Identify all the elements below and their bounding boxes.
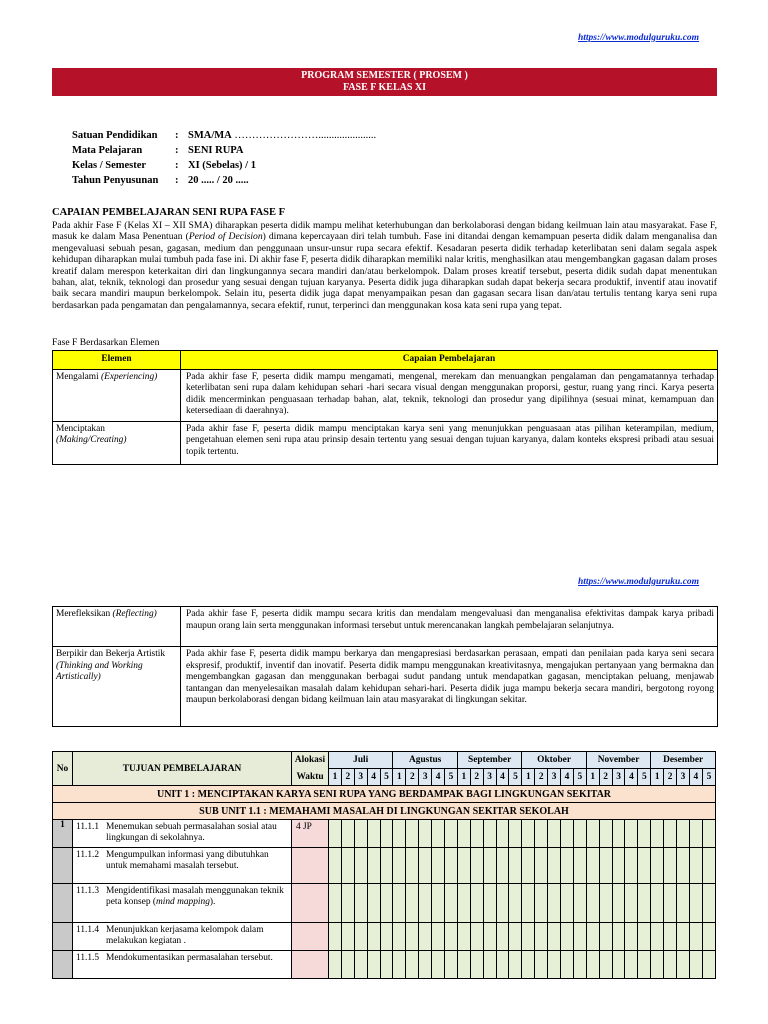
week-number: 1 xyxy=(651,769,664,786)
month-header: Oktober xyxy=(522,752,586,769)
week-cell[interactable] xyxy=(457,848,470,884)
week-cell[interactable] xyxy=(689,951,702,979)
week-cell[interactable] xyxy=(625,820,638,848)
week-number: 1 xyxy=(329,769,342,786)
row-number xyxy=(53,884,73,923)
week-cell[interactable] xyxy=(496,884,509,923)
week-cell[interactable] xyxy=(470,848,483,884)
tujuan-cell xyxy=(73,923,292,951)
tujuan-code: 11.1.2 xyxy=(76,850,100,860)
identity-label: Satuan Pendidikan xyxy=(72,130,158,141)
week-cell[interactable] xyxy=(561,820,574,848)
title-banner xyxy=(52,68,717,96)
week-number: 5 xyxy=(702,769,715,786)
week-cell[interactable] xyxy=(406,848,419,884)
week-cell[interactable] xyxy=(329,884,342,923)
tujuan-cell xyxy=(73,884,292,923)
table-row xyxy=(53,884,716,923)
week-cell[interactable] xyxy=(586,848,599,884)
week-cell[interactable] xyxy=(625,951,638,979)
row-number: 1 xyxy=(53,820,73,848)
row-number xyxy=(53,848,73,884)
identity-row xyxy=(72,128,376,143)
week-cell[interactable] xyxy=(380,923,393,951)
week-number: 2 xyxy=(406,769,419,786)
week-cell[interactable] xyxy=(354,951,367,979)
week-cell[interactable] xyxy=(561,923,574,951)
week-cell[interactable] xyxy=(457,923,470,951)
week-cell[interactable] xyxy=(599,923,612,951)
week-cell[interactable] xyxy=(496,848,509,884)
week-cell[interactable] xyxy=(651,884,664,923)
week-cell[interactable] xyxy=(509,848,522,884)
week-cell[interactable] xyxy=(393,848,406,884)
week-cell[interactable] xyxy=(535,820,548,848)
elemen-row xyxy=(53,647,718,727)
tujuan-text-tail: ). xyxy=(209,897,216,907)
elemen-table xyxy=(52,350,718,465)
week-cell[interactable] xyxy=(535,884,548,923)
elemen-name: Merefleksikan (Reflecting) xyxy=(53,607,181,647)
week-cell[interactable] xyxy=(393,884,406,923)
week-cell[interactable] xyxy=(625,884,638,923)
week-cell[interactable] xyxy=(419,848,432,884)
week-cell[interactable] xyxy=(702,820,715,848)
week-cell[interactable] xyxy=(586,820,599,848)
week-cell[interactable] xyxy=(419,923,432,951)
alokasi-cell xyxy=(292,884,329,923)
week-cell[interactable] xyxy=(445,848,458,884)
tujuan-code: 11.1.5 xyxy=(76,953,100,963)
week-cell[interactable] xyxy=(651,848,664,884)
no-header: No xyxy=(53,752,73,786)
row-number xyxy=(53,923,73,951)
week-cell[interactable] xyxy=(457,951,470,979)
week-number: 4 xyxy=(689,769,702,786)
alokasi-header: Alokasi xyxy=(292,752,329,769)
week-cell[interactable] xyxy=(470,884,483,923)
week-cell[interactable] xyxy=(380,951,393,979)
banner-subtitle: FASE F KELAS XI xyxy=(342,82,427,93)
table-row xyxy=(53,923,716,951)
week-cell[interactable] xyxy=(612,820,625,848)
tujuan-code: 11.1.1 xyxy=(76,822,100,832)
tujuan-text: Menemukan sebuah permasalahan sosial atau lingkungan di sekolahnya. xyxy=(106,822,277,843)
week-cell[interactable] xyxy=(329,820,342,848)
week-cell[interactable] xyxy=(380,820,393,848)
week-cell[interactable] xyxy=(651,923,664,951)
week-cell[interactable] xyxy=(535,951,548,979)
elemen-name: Menciptakan (Making/Creating) xyxy=(53,421,181,464)
identity-value: XI (Sebelas) / 1 xyxy=(188,160,256,171)
week-number: 3 xyxy=(419,769,432,786)
elemen-text: Pada akhir fase F, peserta didik mampu mengamati, mengenal, merekam dan menuangkan pengalaman dan pengamatannya terhadap keterlibatan seni rupa dalam kehidupan sehari -hari secara visual dengan menggunakan proporsi, gestur, ruang yang rinci. Karya peserta didik mencerminkan penguasaan terhadap bahan, alat, teknik, teknologi dan prosedur yang dipilihnya (sesuai minat, kemampuan dan ketersediaan di daerahnya). xyxy=(181,369,718,421)
week-cell[interactable] xyxy=(406,951,419,979)
tujuan-cell xyxy=(73,848,292,884)
week-cell[interactable] xyxy=(522,848,535,884)
week-cell[interactable] xyxy=(354,884,367,923)
identity-value: 20 ..... / 20 ..... xyxy=(188,175,249,186)
week-number: 3 xyxy=(483,769,496,786)
week-cell[interactable] xyxy=(599,820,612,848)
identity-sep: : xyxy=(175,145,179,156)
fase-label: Fase F Berdasarkan Elemen xyxy=(52,337,160,348)
week-cell[interactable] xyxy=(496,951,509,979)
table-row xyxy=(53,848,716,884)
week-cell[interactable] xyxy=(612,884,625,923)
week-number: 5 xyxy=(573,769,586,786)
week-number: 3 xyxy=(354,769,367,786)
week-cell[interactable] xyxy=(702,923,715,951)
week-cell[interactable] xyxy=(573,951,586,979)
elemen-table-continued xyxy=(52,606,718,727)
site-link-bottom[interactable]: https://www.modulguruku.com xyxy=(578,577,700,587)
week-cell[interactable] xyxy=(664,923,677,951)
tujuan-cell xyxy=(73,951,292,979)
banner-title: PROGRAM SEMESTER ( PROSEM ) xyxy=(301,70,468,81)
week-cell[interactable] xyxy=(483,951,496,979)
week-cell[interactable] xyxy=(573,923,586,951)
week-cell[interactable] xyxy=(470,923,483,951)
identity-value: SMA/MA xyxy=(188,130,232,141)
week-cell[interactable] xyxy=(341,884,354,923)
week-cell[interactable] xyxy=(689,884,702,923)
week-cell[interactable] xyxy=(535,923,548,951)
week-cell[interactable] xyxy=(457,820,470,848)
week-cell[interactable] xyxy=(483,820,496,848)
elemen-row xyxy=(53,421,718,464)
week-number: 1 xyxy=(522,769,535,786)
identity-block xyxy=(72,128,376,188)
week-cell[interactable] xyxy=(367,848,380,884)
week-cell[interactable] xyxy=(612,923,625,951)
week-number: 1 xyxy=(393,769,406,786)
elemen-header: Elemen xyxy=(53,351,181,370)
week-cell[interactable] xyxy=(354,820,367,848)
week-cell[interactable] xyxy=(329,923,342,951)
week-cell[interactable] xyxy=(651,820,664,848)
week-cell[interactable] xyxy=(380,848,393,884)
week-cell[interactable] xyxy=(419,884,432,923)
week-cell[interactable] xyxy=(329,848,342,884)
week-number: 3 xyxy=(612,769,625,786)
week-cell[interactable] xyxy=(573,848,586,884)
week-cell[interactable] xyxy=(612,951,625,979)
week-cell[interactable] xyxy=(432,820,445,848)
week-cell[interactable] xyxy=(586,951,599,979)
elemen-text: Pada akhir fase F, peserta didik mampu menciptakan karya seni yang menunjukkan penguasaan atas pilihan keterampilan, medium, pengetahuan elemen seni rupa atau prinsip desain tertentu yang sesuai dengan tujuan karyanya, dalam konteks ekspresi pribadi atau sesuai topik tertentu. xyxy=(181,421,718,464)
tujuan-table xyxy=(52,751,716,979)
week-cell[interactable] xyxy=(561,884,574,923)
week-cell[interactable] xyxy=(573,820,586,848)
identity-dots: ……………………...................... xyxy=(231,130,377,141)
tujuan-text: Menunjukkan kerjasama kelompok dalam melakukan kegiatan . xyxy=(106,925,264,946)
week-number: 4 xyxy=(496,769,509,786)
week-cell[interactable] xyxy=(367,820,380,848)
week-cell[interactable] xyxy=(406,923,419,951)
week-cell[interactable] xyxy=(625,923,638,951)
week-cell[interactable] xyxy=(354,848,367,884)
identity-row xyxy=(72,143,376,158)
week-cell[interactable] xyxy=(445,923,458,951)
waktu-header: Waktu xyxy=(292,769,329,786)
elemen-row xyxy=(53,369,718,421)
week-cell[interactable] xyxy=(470,951,483,979)
week-cell[interactable] xyxy=(419,820,432,848)
week-cell[interactable] xyxy=(677,951,690,979)
month-header: Desember xyxy=(651,752,716,769)
week-cell[interactable] xyxy=(419,951,432,979)
week-cell[interactable] xyxy=(509,820,522,848)
week-cell[interactable] xyxy=(445,884,458,923)
month-header: September xyxy=(457,752,521,769)
week-cell[interactable] xyxy=(689,923,702,951)
week-cell[interactable] xyxy=(651,951,664,979)
tujuan-header: TUJUAN PEMBELAJARAN xyxy=(73,752,292,786)
week-cell[interactable] xyxy=(625,848,638,884)
capaian-title: CAPAIAN PEMBELAJARAN SENI RUPA FASE F xyxy=(52,207,286,218)
week-number: 5 xyxy=(445,769,458,786)
week-cell[interactable] xyxy=(496,923,509,951)
week-cell[interactable] xyxy=(677,820,690,848)
week-cell[interactable] xyxy=(509,923,522,951)
week-number: 4 xyxy=(561,769,574,786)
week-number: 4 xyxy=(367,769,380,786)
week-cell[interactable] xyxy=(638,820,651,848)
week-cell[interactable] xyxy=(689,820,702,848)
week-cell[interactable] xyxy=(393,951,406,979)
elemen-name: Berpikir dan Bekerja Artistik (Thinking and Working Artistically) xyxy=(53,647,181,727)
tujuan-text: Mengidentifikasi masalah menggunakan teknik peta konsep ( xyxy=(106,886,284,907)
week-cell[interactable] xyxy=(367,923,380,951)
week-cell[interactable] xyxy=(612,848,625,884)
week-cell[interactable] xyxy=(702,848,715,884)
week-cell[interactable] xyxy=(522,884,535,923)
week-cell[interactable] xyxy=(380,884,393,923)
week-cell[interactable] xyxy=(573,884,586,923)
week-number: 2 xyxy=(341,769,354,786)
elemen-text: Pada akhir fase F, peserta didik mampu secara kritis dan mendalam mengevaluasi dan menganalisa efektivitas dampak karya pribadi maupun orang lain serta menggunakan informasi tersebut untuk merencanakan langkah pembelajaran selanjutnya. xyxy=(181,607,718,647)
week-cell[interactable] xyxy=(586,923,599,951)
week-cell[interactable] xyxy=(432,884,445,923)
identity-sep: : xyxy=(175,130,179,141)
week-cell[interactable] xyxy=(586,884,599,923)
week-cell[interactable] xyxy=(367,951,380,979)
week-cell[interactable] xyxy=(522,923,535,951)
month-header: Agustus xyxy=(393,752,457,769)
week-number: 5 xyxy=(638,769,651,786)
identity-value: SENI RUPA xyxy=(188,145,244,156)
alokasi-cell xyxy=(292,923,329,951)
week-cell[interactable] xyxy=(432,848,445,884)
week-cell[interactable] xyxy=(483,848,496,884)
identity-label: Mata Pelajaran xyxy=(72,145,143,156)
week-cell[interactable] xyxy=(522,951,535,979)
identity-label: Kelas / Semester xyxy=(72,160,147,171)
week-cell[interactable] xyxy=(483,884,496,923)
tujuan-cell xyxy=(73,820,292,848)
week-cell[interactable] xyxy=(548,848,561,884)
tujuan-text-italic: mind mapping xyxy=(155,897,210,907)
row-number xyxy=(53,951,73,979)
week-cell[interactable] xyxy=(341,923,354,951)
week-cell[interactable] xyxy=(689,848,702,884)
week-cell[interactable] xyxy=(522,820,535,848)
week-cell[interactable] xyxy=(599,848,612,884)
week-cell[interactable] xyxy=(548,884,561,923)
week-number: 5 xyxy=(509,769,522,786)
month-header: November xyxy=(586,752,650,769)
tujuan-text: Mengumpulkan informasi yang dibutuhkan untuk memahami masalah tersebut. xyxy=(106,850,269,871)
week-cell[interactable] xyxy=(561,951,574,979)
elemen-name: Mengalami (Experiencing) xyxy=(53,369,181,421)
week-cell[interactable] xyxy=(599,951,612,979)
week-cell[interactable] xyxy=(496,820,509,848)
month-header: Juli xyxy=(329,752,393,769)
site-link-top[interactable]: https://www.modulguruku.com xyxy=(578,33,700,43)
week-number: 2 xyxy=(470,769,483,786)
week-cell[interactable] xyxy=(677,884,690,923)
week-number: 3 xyxy=(548,769,561,786)
week-cell[interactable] xyxy=(406,884,419,923)
week-number: 5 xyxy=(380,769,393,786)
week-number: 4 xyxy=(625,769,638,786)
week-cell[interactable] xyxy=(509,884,522,923)
alokasi-cell xyxy=(292,951,329,979)
identity-row xyxy=(72,158,376,173)
week-cell[interactable] xyxy=(432,951,445,979)
identity-sep: : xyxy=(175,160,179,171)
week-number: 4 xyxy=(432,769,445,786)
week-number: 1 xyxy=(586,769,599,786)
week-number: 1 xyxy=(457,769,470,786)
week-cell[interactable] xyxy=(664,848,677,884)
tujuan-text: Mendokumentasikan permasalahan tersebut. xyxy=(106,953,273,963)
week-cell[interactable] xyxy=(470,820,483,848)
week-cell[interactable] xyxy=(638,923,651,951)
week-cell[interactable] xyxy=(548,820,561,848)
identity-label: Tahun Penyusunan xyxy=(72,175,159,186)
capaian-text-italic: Period of Decision xyxy=(188,231,263,243)
unit-title: UNIT 1 : MENCIPTAKAN KARYA SENI RUPA YANG BERDAMPAK BAGI LINGKUNGAN SEKITAR xyxy=(53,786,716,803)
identity-row xyxy=(72,173,376,188)
week-cell[interactable] xyxy=(599,884,612,923)
week-cell[interactable] xyxy=(329,951,342,979)
week-cell[interactable] xyxy=(638,848,651,884)
week-cell[interactable] xyxy=(638,951,651,979)
week-cell[interactable] xyxy=(677,923,690,951)
week-cell[interactable] xyxy=(702,884,715,923)
capaian-header: Capaian Pembelajaran xyxy=(181,351,718,370)
week-cell[interactable] xyxy=(561,848,574,884)
alokasi-cell: 4 JP xyxy=(292,820,329,848)
week-cell[interactable] xyxy=(509,951,522,979)
week-cell[interactable] xyxy=(548,923,561,951)
week-cell[interactable] xyxy=(457,884,470,923)
week-cell[interactable] xyxy=(367,884,380,923)
week-number: 2 xyxy=(599,769,612,786)
week-cell[interactable] xyxy=(341,951,354,979)
week-cell[interactable] xyxy=(664,951,677,979)
capaian-text-b: ) dimana kepercayaan diri telah tumbuh. Fase ini ditandai dengan kemampuan peserta didik dalam menganalisa dan mengevaluasi sebuah pesan, gagasan, medium dan penggunaan unsur-unsur rupa secara efektif. Kesadaran peserta didik terhadap keterlibatan seni dalam segala aspek kehidupan diharapkan mulai tumbuh pada fase ini. Di akhir fase F, peserta didik diharapkan memiliki nalar kritis, menghasilkan atau mengembangkan gagasan dalam proses kreatif dalam merespon keterkaitan diri dan lingkungannya secara mandiri dan/atau berkelompok. Dalam proses kreatif tersebut, peserta didik sudah dapat menentukan bahan, alat, teknik, teknologi dan prosedur yang sesuai dengan tujuan karyanya. Peserta didik juga diharapkan sudah dapat bekerja secara produktif, inventif atau inovatif baik secara mandiri maupun berkelompok. Selain itu, peserta didik juga dapat menyampaikan pesan dan gagasan secara lisan dan/atau tertulis tentang karya seni rupa berdasarkan pada pengamatan dan pengalamannya, secara efektif, runut, terperinci dan menggunakan kosa kata seni rupa yang tepat. xyxy=(52,231,717,311)
week-cell[interactable] xyxy=(432,923,445,951)
table-row xyxy=(53,951,716,979)
week-number: 2 xyxy=(535,769,548,786)
capaian-paragraph xyxy=(52,220,717,311)
week-cell[interactable] xyxy=(535,848,548,884)
week-cell[interactable] xyxy=(341,848,354,884)
elemen-row xyxy=(53,607,718,647)
week-cell[interactable] xyxy=(677,848,690,884)
capaian-text-a: Pada akhir Fase F (Kelas XI – XII SMA) diharapkan peserta didik mampu melihat keterhubungan dan berkolaborasi dengan bidang keilmuan lain atau masyarakat. Fase F, masuk ke dalam Masa Penentuan ( xyxy=(52,220,717,243)
elemen-text: Pada akhir fase F, peserta didik mampu berkarya dan mengapresiasi berdasarkan perasaan, empati dan penilaian pada karya seni secara ekspresif, produktif, inventif dan inovatif. Peserta didik mampu menggunakan kreativitasnya, mengajukan pertanyaan yang bermakna dan mengembangkan gagasan dan menggunakan berbagai sudut pandang untuk mendapatkan gagasan, menciptakan peluang, menjawab tantangan dan menyelesaikan masalah dalam kehidupan sehari-hari. Peserta didik juga mampu bekerja secara mandiri, bergotong royong maupun berkolaborasi dengan bidang keilmuan lain atau masyarakat di lingkungan sekitar. xyxy=(181,647,718,727)
week-cell[interactable] xyxy=(445,951,458,979)
identity-sep: : xyxy=(175,175,179,186)
alokasi-cell xyxy=(292,848,329,884)
week-cell[interactable] xyxy=(664,820,677,848)
week-cell[interactable] xyxy=(354,923,367,951)
week-cell[interactable] xyxy=(341,820,354,848)
week-cell[interactable] xyxy=(483,923,496,951)
week-cell[interactable] xyxy=(445,820,458,848)
week-cell[interactable] xyxy=(406,820,419,848)
week-cell[interactable] xyxy=(548,951,561,979)
week-number: 3 xyxy=(677,769,690,786)
week-cell[interactable] xyxy=(393,923,406,951)
table-row xyxy=(53,820,716,848)
week-cell[interactable] xyxy=(664,884,677,923)
tujuan-code: 11.1.4 xyxy=(76,925,100,935)
tujuan-code: 11.1.3 xyxy=(76,886,100,896)
week-number: 2 xyxy=(664,769,677,786)
week-cell[interactable] xyxy=(638,884,651,923)
subunit-title: SUB UNIT 1.1 : MEMAHAMI MASALAH DI LINGKUNGAN SEKITAR SEKOLAH xyxy=(53,803,716,820)
week-cell[interactable] xyxy=(702,951,715,979)
week-cell[interactable] xyxy=(393,820,406,848)
